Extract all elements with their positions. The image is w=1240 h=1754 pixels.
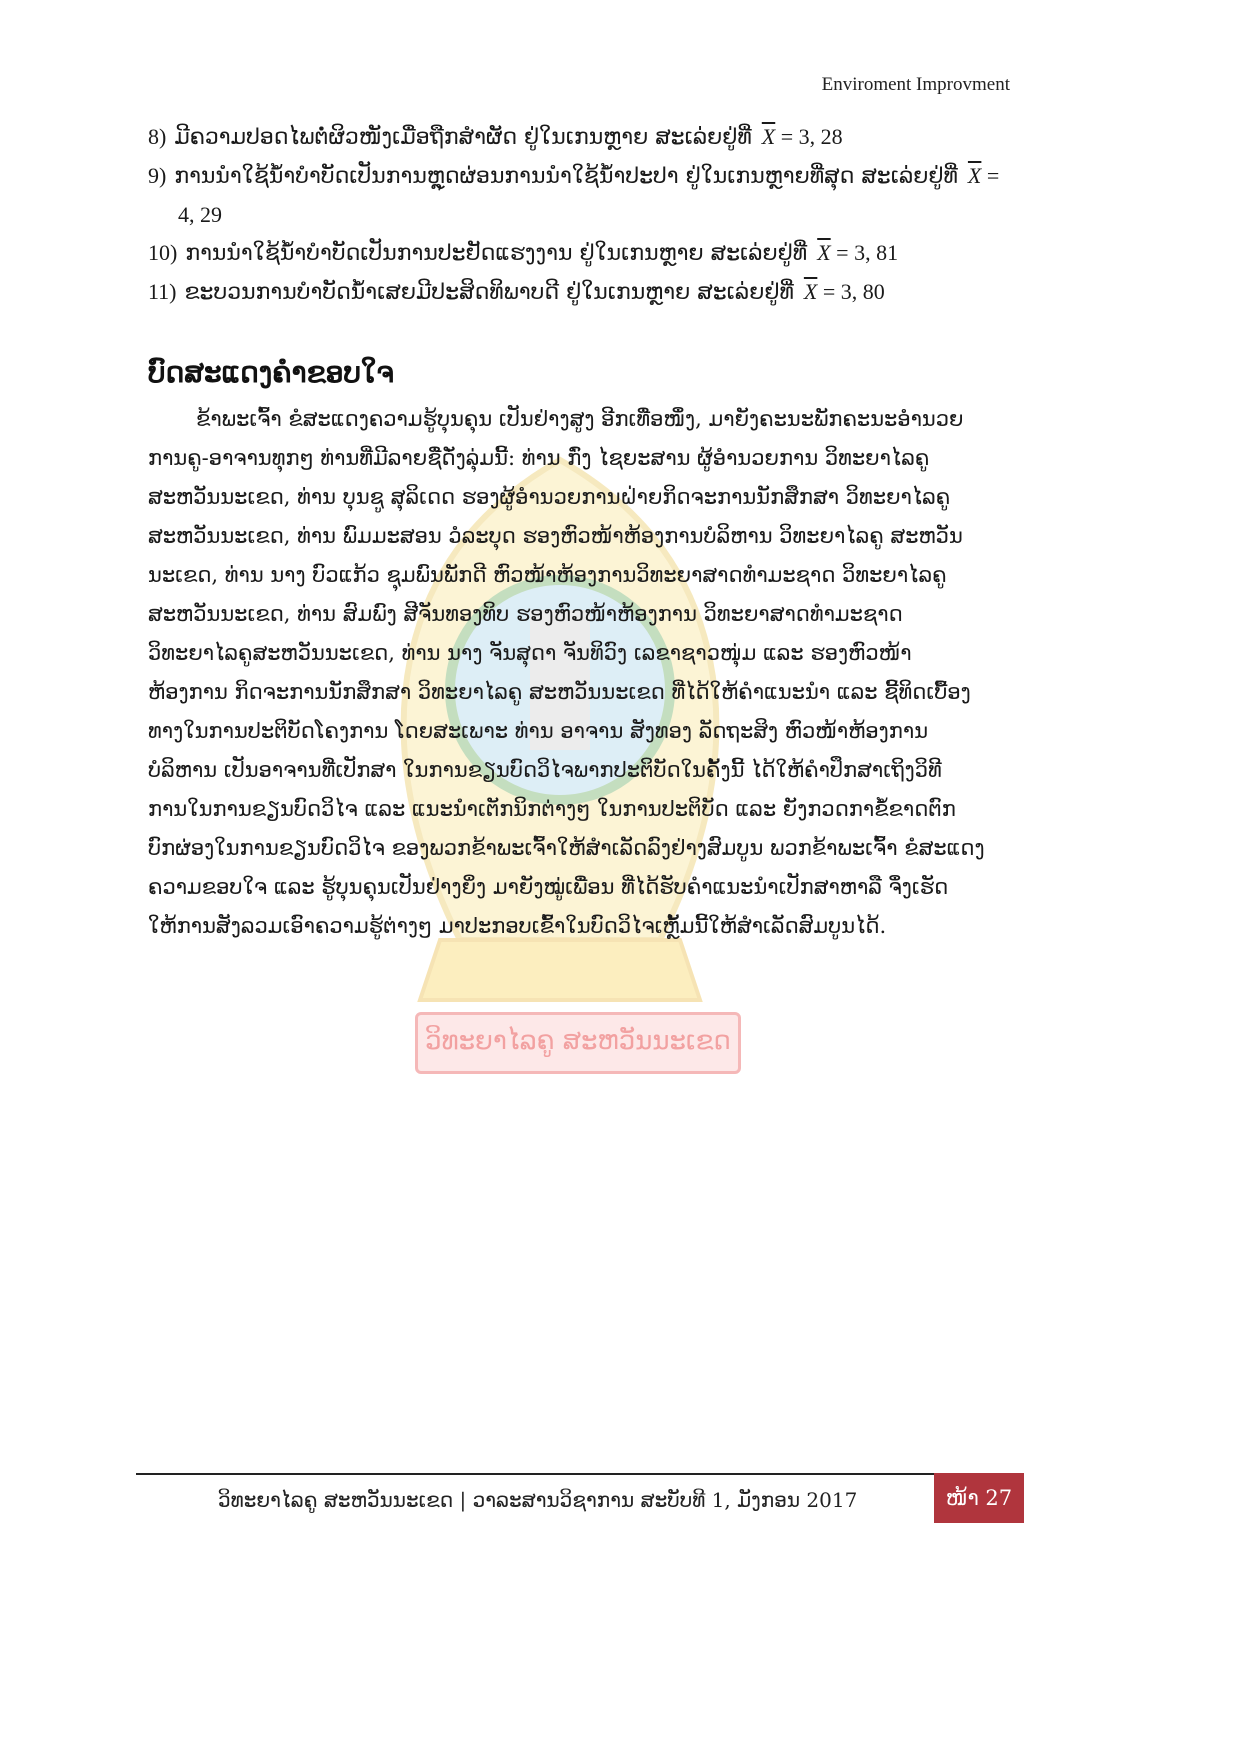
watermark-label: ວິທະຍາໄລຄູ ສະຫວັນນະເຂດ [415,1012,741,1074]
results-list [148,118,1008,312]
paragraph-line: ຫ້ອງການ ກິດຈະການນັກສຶກສາ ວິທະຍາໄລຄູ ສະຫວັນນະເຂດ ທີ່ໄດ້ໃຫ້ຄໍາແນະນໍາ ແລະ ຊີ້ທິດເບື້ອງ [148,680,971,704]
paragraph-line: ວິທະຍາໄລຄູສະຫວັນນະເຂດ, ທ່ານ ນາງ ຈັນສຸດາ ຈັນທິວົງ ເລຂາຊາວໜຸ່ມ ແລະ ຮອງຫົວໜ້າ [148,641,912,665]
item-number: 8) [148,124,167,149]
item-text: ການນໍາໃຊ້ນໍ້າບໍາບັດເປັນການຫຼຸດຜ່ອນການນໍາໃຊ້ນໍ້າປະປາ ຢູ່ໃນເກນຫຼາຍທີ່ສຸດ ສະເລ່ຍຢູ່ທີ່ [174,164,958,189]
list-item [148,273,1008,312]
mean-value: = [986,163,1000,188]
paragraph-line: ການຄູ-ອາຈານທຸກໆ ທ່ານທີ່ມີລາຍຊື່ດັ່ງລຸ່ມນີ້: ທ່ານ ກົ່ງ ໄຊຍະສານ ຜູ້ອໍານວຍການ ວິທະຍາໄລຄູ [148,446,930,470]
footer-divider [136,1473,974,1475]
item-text: ຂະບວນການບໍາບັດນໍ້າເສຍມີປະສິດທິພາບດີ ຢູ່ໃນເກນຫຼາຍ ສະເລ່ຍຢູ່ທີ່ [184,280,794,305]
item-continuation: 4, 29 [178,202,222,227]
paragraph-line: ສະຫວັນນະເຂດ, ທ່ານ ບຸນຊູ ສຸລິເດດ ຮອງຜູ້ອໍານວຍການຝ່າຍກິດຈະການນັກສຶກສາ ວິທະຍາໄລຄູ [148,485,951,509]
item-text: ມີຄວາມປອດໄພຕໍ່ຜິວໜັງເມື່ອຖືກສໍາຜັດ ຢູ່ໃນເກນຫຼາຍ ສະເລ່ຍຢູ່ທີ່ [174,125,752,150]
mean-symbol: $\overline{X}$ [803,279,818,304]
mean-symbol: $\overline{X}$ [817,240,831,265]
paragraph-line: ນະເຂດ, ທ່ານ ນາງ ບົວແກ້ວ ຊຸມພົນພັກດີ ຫົວໜ້າຫ້ອງການວິທະຍາສາດທໍາມະຊາດ ວິທະຍາໄລຄູ [148,563,947,587]
item-number: 9) [148,163,167,188]
paragraph-line: ທາງໃນການປະຕິບັດໂຄງການ ໂດຍສະເພາະ ທ່ານ ອາຈານ ສັງທອງ ລັດຖະສິງ ຫົວໜ້າຫ້ອງການ [148,719,929,743]
mean-symbol: $\overline{X}$ [967,163,982,188]
paragraph-line: ການໃນການຂຽນບົດວິໄຈ ແລະ ແນະນໍາເຕັກນິກຕ່າງໆ ໃນການປະຕິບັດ ແລະ ຍັງກວດກາຂໍ້ຂາດຕົກ [148,797,956,821]
paragraph-line: ບົກຜ່ອງໃນການຂຽນບົດວິໄຈ ຂອງພວກຂ້າພະເຈົ້າໃຫ້ສໍາເລັດລົງຢ່າງສົມບູນ ພວກຂ້າພະເຈົ້າ ຂໍສະແດງ [148,836,985,860]
paragraph-line: ໃຫ້ການສັງລວມເອົາຄວາມຮູ້ຕ່າງໆ ມາປະກອບເຂົ້າໃນບົດວິໄຈເຫຼັ້ມນີ້ໃຫ້ສໍາເລັດສົມບູນໄດ້. [148,914,887,938]
paragraph-line: ຄວາມຂອບໃຈ ແລະ ຮູ້ບຸນຄຸນເປັນຢ່າງຍິ່ງ ມາຍັງໝູ່ເພື່ອນ ທີ່ໄດ້ຮັບຄໍາແນະນໍາເປັກສາຫາລື ຈຶ່ງເຮັດ [148,875,949,899]
list-item [148,118,1008,157]
section-heading: ບົດສະແດງຄໍາຂອບໃຈ [148,356,394,389]
mean-value: = 3, 80 [822,279,885,304]
acknowledgement-paragraph [148,400,1008,946]
mean-value: = 3, 81 [836,240,899,265]
list-item [148,157,1008,196]
mean-value: = 3, 28 [780,124,843,149]
list-item [148,234,1008,273]
item-number: 11) [148,279,177,304]
item-number: 10) [148,240,178,265]
footer-journal-info: ວິທະຍາໄລຄູ ສະຫວັນນະເຂດ | ວາລະສານວິຊາການ ສະບັບທີ 1, ມັງກອນ 2017 [218,1488,858,1512]
mean-symbol: $\overline{X}$ [761,124,776,149]
item-text: ການນໍາໃຊ້ນໍ້າບໍາບັດເປັນການປະຢັດແຮງງານ ຢູ່ໃນເກນຫຼາຍ ສະເລ່ຍຢູ່ທີ່ [185,241,808,266]
paragraph-line: ສະຫວັນນະເຂດ, ທ່ານ ສົມພົງ ສີຈັນທອງທິບ ຮອງຫົວໜ້າຫ້ອງການ ວິທະຍາສາດທໍາມະຊາດ [148,602,903,626]
page-number-badge: ໜ້າ 27 [934,1473,1024,1523]
paragraph-line: ຂ້າພະເຈົ້າ ຂໍສະແດງຄວາມຮູ້ບຸນຄຸນ ເປັນຢ່າງສູງ ອີກເທື່ອໜຶ່ງ, ມາຍັງຄະນະພັກຄະນະອໍານວຍ [196,407,964,431]
running-head: Enviroment Improvment [821,74,1010,95]
paragraph-line: ສະຫວັນນະເຂດ, ທ່ານ ພົມມະສອນ ວໍລະບຸດ ຮອງຫົວໜ້າຫ້ອງການບໍລິຫານ ວິທະຍາໄລຄູ ສະຫວັນ [148,524,963,548]
paragraph-line: ບໍລິຫານ ເປັນອາຈານທີ່ເປັກສາ ໃນການຂຽນບົດວິໄຈພາກປະຕິບັດໃນຄັ້ງນີ້ ໄດ້ໃຫ້ຄໍາປຶກສາເຖິງວິທີ [148,758,942,782]
